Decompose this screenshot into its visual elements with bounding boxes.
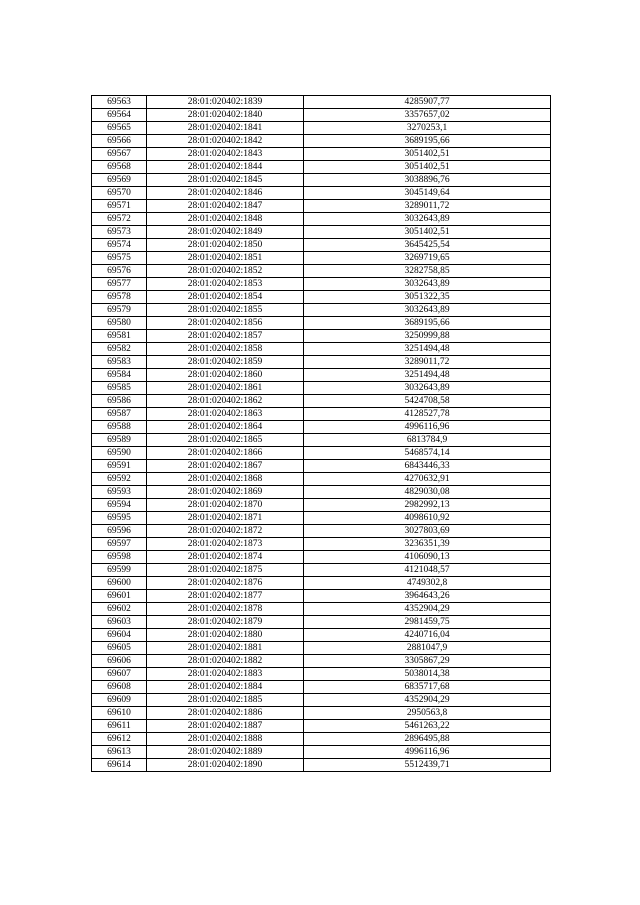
row-number-cell: 69587 (92, 408, 147, 421)
cadastral-value-cell: 5468574,14 (304, 447, 551, 460)
cadastral-number-cell: 28:01:020402:1890 (147, 759, 304, 772)
cadastral-number-cell: 28:01:020402:1867 (147, 460, 304, 473)
cadastral-value-cell: 2950563,8 (304, 707, 551, 720)
cadastral-value-cell: 6813784,9 (304, 434, 551, 447)
cadastral-number-cell: 28:01:020402:1874 (147, 551, 304, 564)
table-row (92, 421, 551, 434)
cadastral-value-cell: 3689195,66 (304, 135, 551, 148)
row-number-cell: 69608 (92, 681, 147, 694)
cadastral-value-cell: 3251494,48 (304, 369, 551, 382)
cadastral-value-cell: 3269719,65 (304, 252, 551, 265)
cadastral-value-cell: 3051322,35 (304, 291, 551, 304)
table-row (92, 304, 551, 317)
cadastral-value-cell: 6843446,33 (304, 460, 551, 473)
cadastral-value-cell: 4996116,96 (304, 421, 551, 434)
cadastral-number-cell: 28:01:020402:1872 (147, 525, 304, 538)
row-number-cell: 69610 (92, 707, 147, 720)
cadastral-number-cell: 28:01:020402:1847 (147, 200, 304, 213)
cadastral-number-cell: 28:01:020402:1869 (147, 486, 304, 499)
row-number-cell: 69603 (92, 616, 147, 629)
cadastral-number-cell: 28:01:020402:1865 (147, 434, 304, 447)
cadastral-value-cell: 6835717,68 (304, 681, 551, 694)
cadastral-number-cell: 28:01:020402:1858 (147, 343, 304, 356)
cadastral-number-cell: 28:01:020402:1889 (147, 746, 304, 759)
cadastral-value-cell: 3032643,89 (304, 382, 551, 395)
cadastral-value-cell: 5038014,38 (304, 668, 551, 681)
table-row (92, 213, 551, 226)
cadastral-number-cell: 28:01:020402:1868 (147, 473, 304, 486)
cadastral-value-cell: 2982992,13 (304, 499, 551, 512)
row-number-cell: 69613 (92, 746, 147, 759)
row-number-cell: 69614 (92, 759, 147, 772)
cadastral-number-cell: 28:01:020402:1854 (147, 291, 304, 304)
row-number-cell: 69577 (92, 278, 147, 291)
table-row (92, 161, 551, 174)
row-number-cell: 69578 (92, 291, 147, 304)
cadastral-number-cell: 28:01:020402:1862 (147, 395, 304, 408)
cadastral-value-cell: 4352904,29 (304, 694, 551, 707)
cadastral-value-cell: 3270253,1 (304, 122, 551, 135)
table-row (92, 681, 551, 694)
table-row (92, 512, 551, 525)
row-number-cell: 69594 (92, 499, 147, 512)
row-number-cell: 69601 (92, 590, 147, 603)
cadastral-value-cell: 3045149,64 (304, 187, 551, 200)
row-number-cell: 69597 (92, 538, 147, 551)
table-row (92, 460, 551, 473)
cadastral-value-cell: 4996116,96 (304, 746, 551, 759)
cadastral-number-cell: 28:01:020402:1888 (147, 733, 304, 746)
table-row (92, 278, 551, 291)
cadastral-number-cell: 28:01:020402:1882 (147, 655, 304, 668)
cadastral-number-cell: 28:01:020402:1846 (147, 187, 304, 200)
cadastral-value-cell: 4270632,91 (304, 473, 551, 486)
cadastral-number-cell: 28:01:020402:1871 (147, 512, 304, 525)
cadastral-value-cell: 3282758,85 (304, 265, 551, 278)
table-row (92, 603, 551, 616)
row-number-cell: 69569 (92, 174, 147, 187)
cadastral-number-cell: 28:01:020402:1885 (147, 694, 304, 707)
cadastral-number-cell: 28:01:020402:1839 (147, 96, 304, 109)
row-number-cell: 69570 (92, 187, 147, 200)
cadastral-value-cell: 3051402,51 (304, 161, 551, 174)
row-number-cell: 69584 (92, 369, 147, 382)
table-row (92, 668, 551, 681)
row-number-cell: 69571 (92, 200, 147, 213)
cadastral-number-cell: 28:01:020402:1849 (147, 226, 304, 239)
cadastral-value-cell: 5424708,58 (304, 395, 551, 408)
table-row (92, 590, 551, 603)
cadastral-number-cell: 28:01:020402:1851 (147, 252, 304, 265)
cadastral-number-cell: 28:01:020402:1856 (147, 317, 304, 330)
cadastral-value-cell: 3051402,51 (304, 148, 551, 161)
row-number-cell: 69595 (92, 512, 147, 525)
row-number-cell: 69591 (92, 460, 147, 473)
row-number-cell: 69588 (92, 421, 147, 434)
cadastral-number-cell: 28:01:020402:1857 (147, 330, 304, 343)
cadastral-value-cell: 3305867,29 (304, 655, 551, 668)
cadastral-number-cell: 28:01:020402:1864 (147, 421, 304, 434)
row-number-cell: 69575 (92, 252, 147, 265)
cadastral-value-cell: 3289011,72 (304, 200, 551, 213)
cadastral-value-cell: 4285907,77 (304, 96, 551, 109)
row-number-cell: 69596 (92, 525, 147, 538)
cadastral-value-cell: 4098610,92 (304, 512, 551, 525)
cadastral-number-cell: 28:01:020402:1853 (147, 278, 304, 291)
table-row (92, 395, 551, 408)
cadastral-value-cell: 4240716,04 (304, 629, 551, 642)
cadastral-number-cell: 28:01:020402:1863 (147, 408, 304, 421)
cadastral-value-cell: 5461263,22 (304, 720, 551, 733)
cadastral-number-cell: 28:01:020402:1845 (147, 174, 304, 187)
table-row (92, 499, 551, 512)
cadastral-value-cell: 2981459,75 (304, 616, 551, 629)
cadastral-value-cell: 3964643,26 (304, 590, 551, 603)
table-row (92, 720, 551, 733)
table-row (92, 356, 551, 369)
row-number-cell: 69605 (92, 642, 147, 655)
cadastral-value-cell: 3032643,89 (304, 278, 551, 291)
cadastral-value-cell: 3027803,69 (304, 525, 551, 538)
table-row (92, 291, 551, 304)
table-row (92, 252, 551, 265)
row-number-cell: 69598 (92, 551, 147, 564)
cadastral-value-cell: 3289011,72 (304, 356, 551, 369)
row-number-cell: 69576 (92, 265, 147, 278)
cadastral-value-cell: 3032643,89 (304, 304, 551, 317)
table-row (92, 759, 551, 772)
row-number-cell: 69580 (92, 317, 147, 330)
cadastral-number-cell: 28:01:020402:1875 (147, 564, 304, 577)
cadastral-number-cell: 28:01:020402:1873 (147, 538, 304, 551)
table-row (92, 577, 551, 590)
cadastral-number-cell: 28:01:020402:1880 (147, 629, 304, 642)
cadastral-value-cell: 3357657,02 (304, 109, 551, 122)
row-number-cell: 69612 (92, 733, 147, 746)
table-row (92, 486, 551, 499)
cadastral-number-cell: 28:01:020402:1841 (147, 122, 304, 135)
cadastral-number-cell: 28:01:020402:1860 (147, 369, 304, 382)
row-number-cell: 69606 (92, 655, 147, 668)
table-row (92, 616, 551, 629)
table-row (92, 447, 551, 460)
row-number-cell: 69573 (92, 226, 147, 239)
row-number-cell: 69565 (92, 122, 147, 135)
cadastral-value-table (91, 95, 551, 772)
table-row (92, 707, 551, 720)
cadastral-value-cell: 4128527,78 (304, 408, 551, 421)
cadastral-number-cell: 28:01:020402:1843 (147, 148, 304, 161)
cadastral-number-cell: 28:01:020402:1840 (147, 109, 304, 122)
cadastral-value-cell: 2896495,88 (304, 733, 551, 746)
table-row (92, 265, 551, 278)
cadastral-number-cell: 28:01:020402:1884 (147, 681, 304, 694)
cadastral-number-cell: 28:01:020402:1879 (147, 616, 304, 629)
table-row (92, 525, 551, 538)
table-row (92, 122, 551, 135)
cadastral-value-cell: 4749302,8 (304, 577, 551, 590)
table-row (92, 733, 551, 746)
cadastral-value-cell: 3236351,39 (304, 538, 551, 551)
table-row (92, 239, 551, 252)
cadastral-number-cell: 28:01:020402:1855 (147, 304, 304, 317)
cadastral-number-cell: 28:01:020402:1852 (147, 265, 304, 278)
row-number-cell: 69585 (92, 382, 147, 395)
cadastral-value-cell: 3251494,48 (304, 343, 551, 356)
row-number-cell: 69592 (92, 473, 147, 486)
cadastral-value-cell: 4106090,13 (304, 551, 551, 564)
row-number-cell: 69586 (92, 395, 147, 408)
cadastral-value-cell: 5512439,71 (304, 759, 551, 772)
row-number-cell: 69590 (92, 447, 147, 460)
table-body (92, 96, 551, 772)
table-row (92, 369, 551, 382)
row-number-cell: 69581 (92, 330, 147, 343)
table-row (92, 551, 551, 564)
cadastral-number-cell: 28:01:020402:1887 (147, 720, 304, 733)
table-row (92, 330, 551, 343)
cadastral-number-cell: 28:01:020402:1842 (147, 135, 304, 148)
cadastral-number-cell: 28:01:020402:1861 (147, 382, 304, 395)
row-number-cell: 69579 (92, 304, 147, 317)
table-row (92, 317, 551, 330)
cadastral-number-cell: 28:01:020402:1883 (147, 668, 304, 681)
row-number-cell: 69607 (92, 668, 147, 681)
cadastral-value-cell: 3250999,88 (304, 330, 551, 343)
table-row (92, 226, 551, 239)
cadastral-value-cell: 2881047,9 (304, 642, 551, 655)
table-row (92, 655, 551, 668)
row-number-cell: 69593 (92, 486, 147, 499)
table-row (92, 473, 551, 486)
row-number-cell: 69568 (92, 161, 147, 174)
table-row (92, 642, 551, 655)
row-number-cell: 69566 (92, 135, 147, 148)
cadastral-value-cell: 3051402,51 (304, 226, 551, 239)
cadastral-value-cell: 4352904,29 (304, 603, 551, 616)
table-row (92, 694, 551, 707)
cadastral-value-cell: 4829030,08 (304, 486, 551, 499)
table-row (92, 538, 551, 551)
row-number-cell: 69602 (92, 603, 147, 616)
cadastral-value-cell: 3032643,89 (304, 213, 551, 226)
table-row (92, 96, 551, 109)
cadastral-number-cell: 28:01:020402:1870 (147, 499, 304, 512)
cadastral-value-cell: 3645425,54 (304, 239, 551, 252)
cadastral-number-cell: 28:01:020402:1848 (147, 213, 304, 226)
cadastral-number-cell: 28:01:020402:1859 (147, 356, 304, 369)
cadastral-value-cell: 3689195,66 (304, 317, 551, 330)
row-number-cell: 69604 (92, 629, 147, 642)
row-number-cell: 69582 (92, 343, 147, 356)
row-number-cell: 69609 (92, 694, 147, 707)
table-row (92, 200, 551, 213)
table-row (92, 629, 551, 642)
cadastral-number-cell: 28:01:020402:1878 (147, 603, 304, 616)
row-number-cell: 69611 (92, 720, 147, 733)
cadastral-number-cell: 28:01:020402:1876 (147, 577, 304, 590)
cadastral-number-cell: 28:01:020402:1881 (147, 642, 304, 655)
row-number-cell: 69599 (92, 564, 147, 577)
row-number-cell: 69583 (92, 356, 147, 369)
table-row (92, 135, 551, 148)
row-number-cell: 69564 (92, 109, 147, 122)
row-number-cell: 69574 (92, 239, 147, 252)
table-row (92, 382, 551, 395)
table-row (92, 564, 551, 577)
cadastral-number-cell: 28:01:020402:1866 (147, 447, 304, 460)
table-row (92, 174, 551, 187)
row-number-cell: 69589 (92, 434, 147, 447)
cadastral-number-cell: 28:01:020402:1850 (147, 239, 304, 252)
cadastral-number-cell: 28:01:020402:1886 (147, 707, 304, 720)
table-row (92, 434, 551, 447)
cadastral-number-cell: 28:01:020402:1877 (147, 590, 304, 603)
table-row (92, 343, 551, 356)
row-number-cell: 69567 (92, 148, 147, 161)
table-row (92, 148, 551, 161)
table-row (92, 109, 551, 122)
cadastral-value-cell: 3038896,76 (304, 174, 551, 187)
cadastral-number-cell: 28:01:020402:1844 (147, 161, 304, 174)
row-number-cell: 69600 (92, 577, 147, 590)
cadastral-value-cell: 4121048,57 (304, 564, 551, 577)
table-row (92, 187, 551, 200)
row-number-cell: 69563 (92, 96, 147, 109)
row-number-cell: 69572 (92, 213, 147, 226)
table-row (92, 408, 551, 421)
table-row (92, 746, 551, 759)
